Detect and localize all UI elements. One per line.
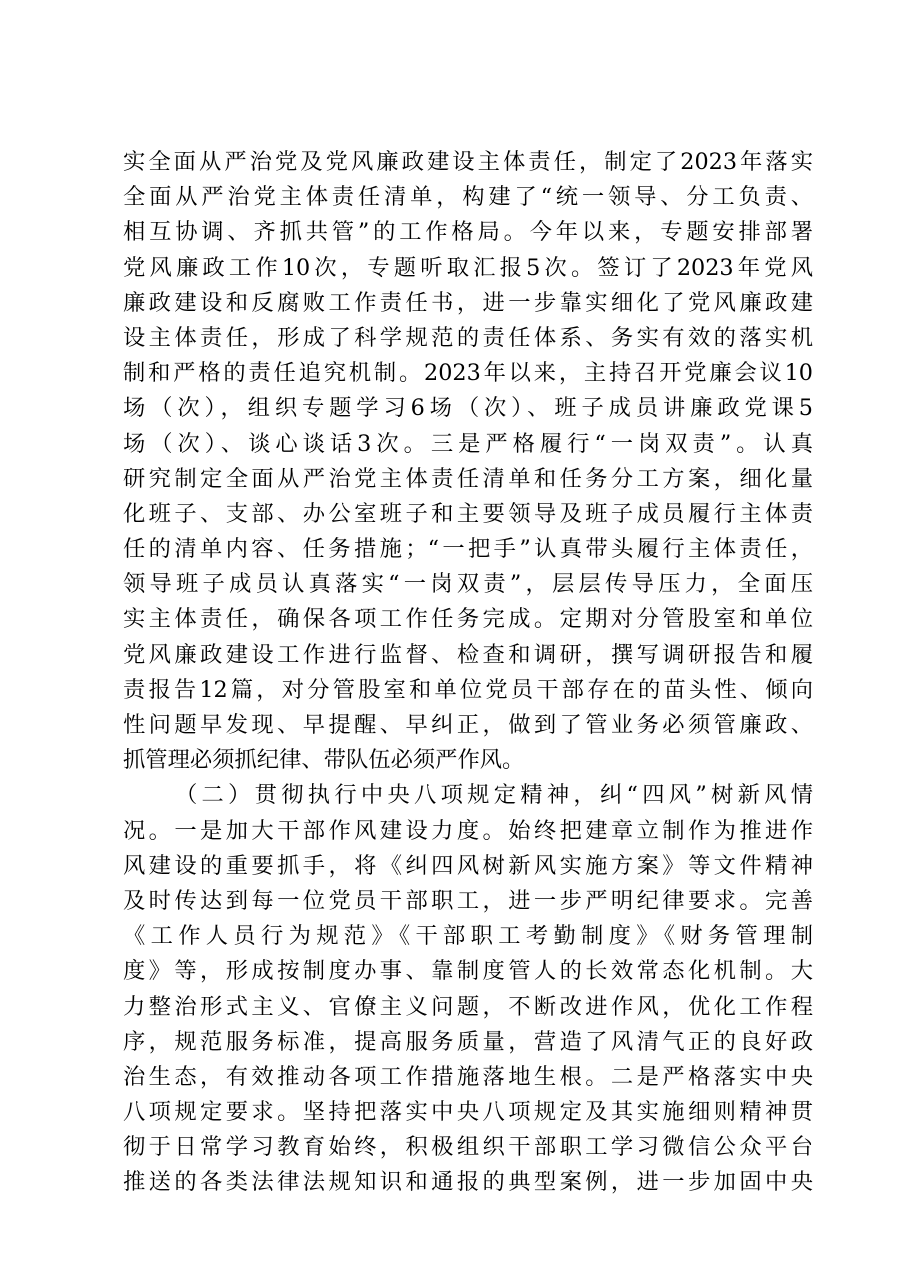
text-line: 度》等，形成按制度办事、靠制度管人的长效常态化机制。大: [123, 958, 813, 985]
text-line: 领导班子成员认真落实“一岗双责”，层层传导压力，全面压: [123, 571, 813, 598]
text-line: 廉政建设和反腐败工作责任书，进一步靠实细化了党风廉政建: [123, 289, 813, 316]
text-line: 推送的各类法律法规知识和通报的典型案例，进一步加固中央: [123, 1169, 813, 1196]
text-line: 全面从严治党主体责任清单，构建了“统一领导、分工负责、: [123, 184, 813, 211]
paragraph-2: [123, 778, 813, 1200]
text-line: 《工作人员行为规范》《干部职工考勤制度》《财务管理制: [123, 923, 813, 950]
text-line: 党风廉政建设工作进行监督、检查和调研，撰写调研报告和履: [123, 641, 813, 668]
text-line: 彻于日常学习教育始终，积极组织干部职工学习微信公众平台: [123, 1134, 813, 1161]
text-line: 实主体责任，确保各项工作任务完成。定期对分管股室和单位: [123, 606, 813, 633]
text-line: 及时传达到每一位党员干部职工，进一步严明纪律要求。完善: [123, 887, 813, 914]
text-line: 相互协调、齐抓共管”的工作格局。今年以来，专题安排部署: [123, 219, 813, 246]
document-body: [123, 145, 813, 1201]
text-line: 序，规范服务标准，提高服务质量，营造了风清气正的良好政: [123, 1028, 813, 1055]
text-line: 责报告12篇，对分管股室和单位党员干部存在的苗头性、倾向: [123, 676, 813, 703]
text-line: 研究制定全面从严治党主体责任清单和任务分工方案，细化量: [123, 465, 813, 492]
text-line: 制和严格的责任追究机制。2023年以来，主持召开党廉会议10: [123, 360, 813, 387]
text-line: 党风廉政工作10次，专题听取汇报5次。签订了2023年党风: [123, 254, 813, 281]
section-heading-line: （二）贯彻执行中央八项规定精神，纠“四风”树新风情: [175, 782, 813, 809]
text-line: 况。一是加大干部作风建设力度。始终把建章立制作为推进作: [123, 817, 813, 844]
text-line: 设主体责任，形成了科学规范的责任体系、务实有效的落实机: [123, 324, 813, 351]
text-line: 化班子、支部、办公室班子和主要领导及班子成员履行主体责: [123, 500, 813, 527]
text-line: 力整治形式主义、官僚主义问题，不断改进作风，优化工作程: [123, 993, 813, 1020]
paragraph-1: [123, 145, 813, 778]
text-line: 性问题早发现、早提醒、早纠正，做到了管业务必须管廉政、: [123, 712, 813, 738]
text-line: 场（次）、谈心谈话3次。三是严格履行“一岗双责”。认真: [123, 430, 813, 457]
text-line: 抓管理必须抓纪律、带队伍必须严作风。: [123, 747, 525, 774]
text-line: 实全面从严治党及党风廉政建设主体责任，制定了2023年落实: [123, 149, 813, 175]
text-line: 治生态，有效推动各项工作措施落地生根。二是严格落实中央: [123, 1063, 813, 1090]
text-line: 场（次），组织专题学习6场（次）、班子成员讲廉政党课5: [123, 395, 813, 422]
text-line: 任的清单内容、任务措施；“一把手”认真带头履行主体责任，: [123, 536, 813, 563]
text-line: 八项规定要求。坚持把落实中央八项规定及其实施细则精神贯: [123, 1099, 813, 1126]
text-line: 风建设的重要抓手，将《纠四风树新风实施方案》等文件精神: [123, 852, 813, 879]
